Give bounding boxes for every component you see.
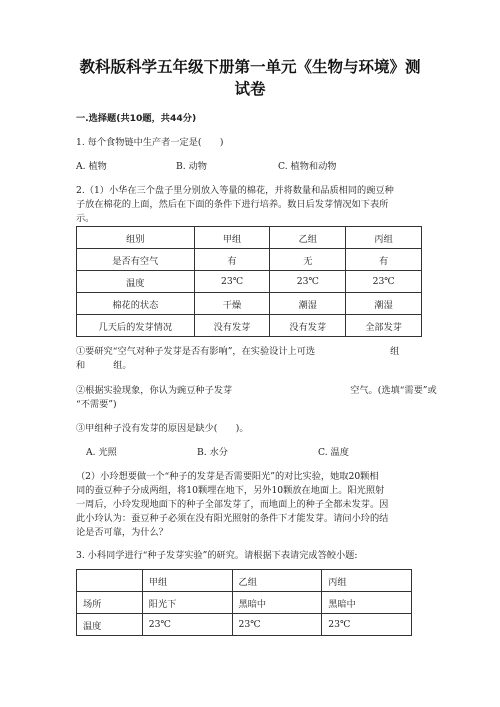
table-cell: 几天后的发芽情况 [77, 315, 195, 337]
q2-sub1-text: ①要研究“空气对种子发芽是否有影响”，在实验设计上可选 [76, 346, 316, 357]
q2-sub3-option-b[interactable]: B. 水分 [197, 447, 228, 458]
table-cell: 全部发芽 [346, 315, 422, 337]
table-cell: 没有发芽 [194, 315, 270, 337]
table-row [77, 614, 412, 636]
q2-sub1-unit-2: 组。 [113, 360, 132, 371]
table-cell: 温度 [77, 614, 143, 636]
table-cell: 阳光下 [142, 592, 232, 614]
table-cell: 丙组 [322, 570, 412, 592]
table-cell: 23℃ [270, 271, 346, 293]
q1-option-b[interactable]: B. 动物 [176, 161, 207, 172]
table-cell: 23℃ [322, 614, 412, 636]
table-cell: 黑暗中 [322, 592, 412, 614]
q2-sub1-unit: 组 [390, 346, 400, 357]
table-cell: 无 [270, 249, 346, 271]
table-cell: 场所 [77, 592, 143, 614]
table-cell: 潮湿 [270, 293, 346, 315]
table-cell: 23℃ [232, 614, 322, 636]
q1-option-a[interactable]: A. 植物 [76, 161, 107, 172]
table-cell [77, 570, 143, 592]
q2-sub1-line-1 [76, 345, 424, 359]
q2-table [76, 226, 422, 337]
q3-stem: 3. 小科同学进行“种子发芽实验”的研究。请根据下表请完成答鲛小题: [76, 550, 358, 561]
table-cell: 有 [346, 249, 422, 271]
q2-part2-line-1: （2）小玲想要做一个“种子的发芽是否需要阳光”的对比实验，她取20颗相 [76, 471, 379, 482]
table-cell: 甲组 [194, 227, 270, 249]
q2-sub1-line-2 [76, 359, 424, 373]
q2-part2-line-5: 论是否可靠，为什么？ [76, 527, 168, 538]
table-cell: 组别 [77, 227, 195, 249]
q3-table [76, 569, 412, 636]
q2-part2-line-4: 此小玲认为：蚕豆种子必须在没有阳光照射的条件下才能发芽。请问小玲的结 [76, 513, 389, 524]
q2-stem-line-1: 2.（1）小华在三个盘子里分别放入等量的棉花，并将数量和品质相同的豌豆种 [76, 185, 394, 196]
table-cell: 丙组 [346, 227, 422, 249]
table-cell: 有 [194, 249, 270, 271]
q2-part2-line-3: 一周后，小玲发现地面下的种子全部发芽了，而地面上的种子全都未发芽。因 [76, 499, 389, 510]
table-cell: 棉花的状态 [77, 293, 195, 315]
exam-title [60, 56, 440, 100]
title-line-2: 试卷 [234, 80, 266, 98]
q2-sub3-stem: ③甲组种子没有发芽的原因是缺少( )。 [76, 423, 249, 434]
table-cell: 干燥 [194, 293, 270, 315]
table-cell: 潮湿 [346, 293, 422, 315]
table-row [77, 249, 422, 271]
q2-sub3-option-c[interactable]: C. 温度 [318, 447, 349, 458]
q2-part2-line-2: 同的蚕豆种子分成两组，将10颗埋在地下，另外10颗放在地面上。阳光照射 [76, 485, 385, 496]
table-cell: 23℃ [194, 271, 270, 293]
q2-stem-line-2: 子放在棉花的上面，然后在下面的条件下进行培养。数日后发芽情况如下表所 [76, 199, 389, 210]
table-row [77, 315, 422, 337]
table-row [77, 293, 422, 315]
q3-table-header-row [77, 570, 412, 592]
q2-sub1-and: 和 [76, 360, 86, 371]
title-line-1: 教科版科学五年级下册第一单元《生物与环境》测 [79, 58, 421, 76]
table-cell: 乙组 [270, 227, 346, 249]
table-cell: 温度 [77, 271, 195, 293]
table-row [77, 271, 422, 293]
q1-stem: 1. 每个食物链中生产者一定是( ) [76, 137, 224, 148]
q1-option-c[interactable]: C. 植物和动物 [278, 161, 337, 172]
table-cell: 乙组 [232, 570, 322, 592]
table-cell: 没有发芽 [270, 315, 346, 337]
q2-sub2-text: ②根据实验现象，你认为豌豆种子发芽 [76, 385, 233, 396]
q2-sub3-option-a[interactable]: A. 光照 [86, 447, 117, 458]
table-row [77, 592, 412, 614]
q2-sub2-line-2: “不需要”) [76, 399, 117, 410]
table-cell: 甲组 [142, 570, 232, 592]
q2-sub2-line-1 [76, 384, 437, 398]
q2-table-header-row [77, 227, 422, 249]
table-cell: 是否有空气 [77, 249, 195, 271]
q2-sub2-tail: 空气。(选填“需要”或 [350, 385, 437, 396]
table-cell: 黑暗中 [232, 592, 322, 614]
section-heading: 一.选择题(共10题，共44分) [76, 113, 197, 124]
q2-stem-line-3: 示。 [76, 213, 95, 224]
table-cell: 23℃ [142, 614, 232, 636]
table-cell: 23℃ [346, 271, 422, 293]
